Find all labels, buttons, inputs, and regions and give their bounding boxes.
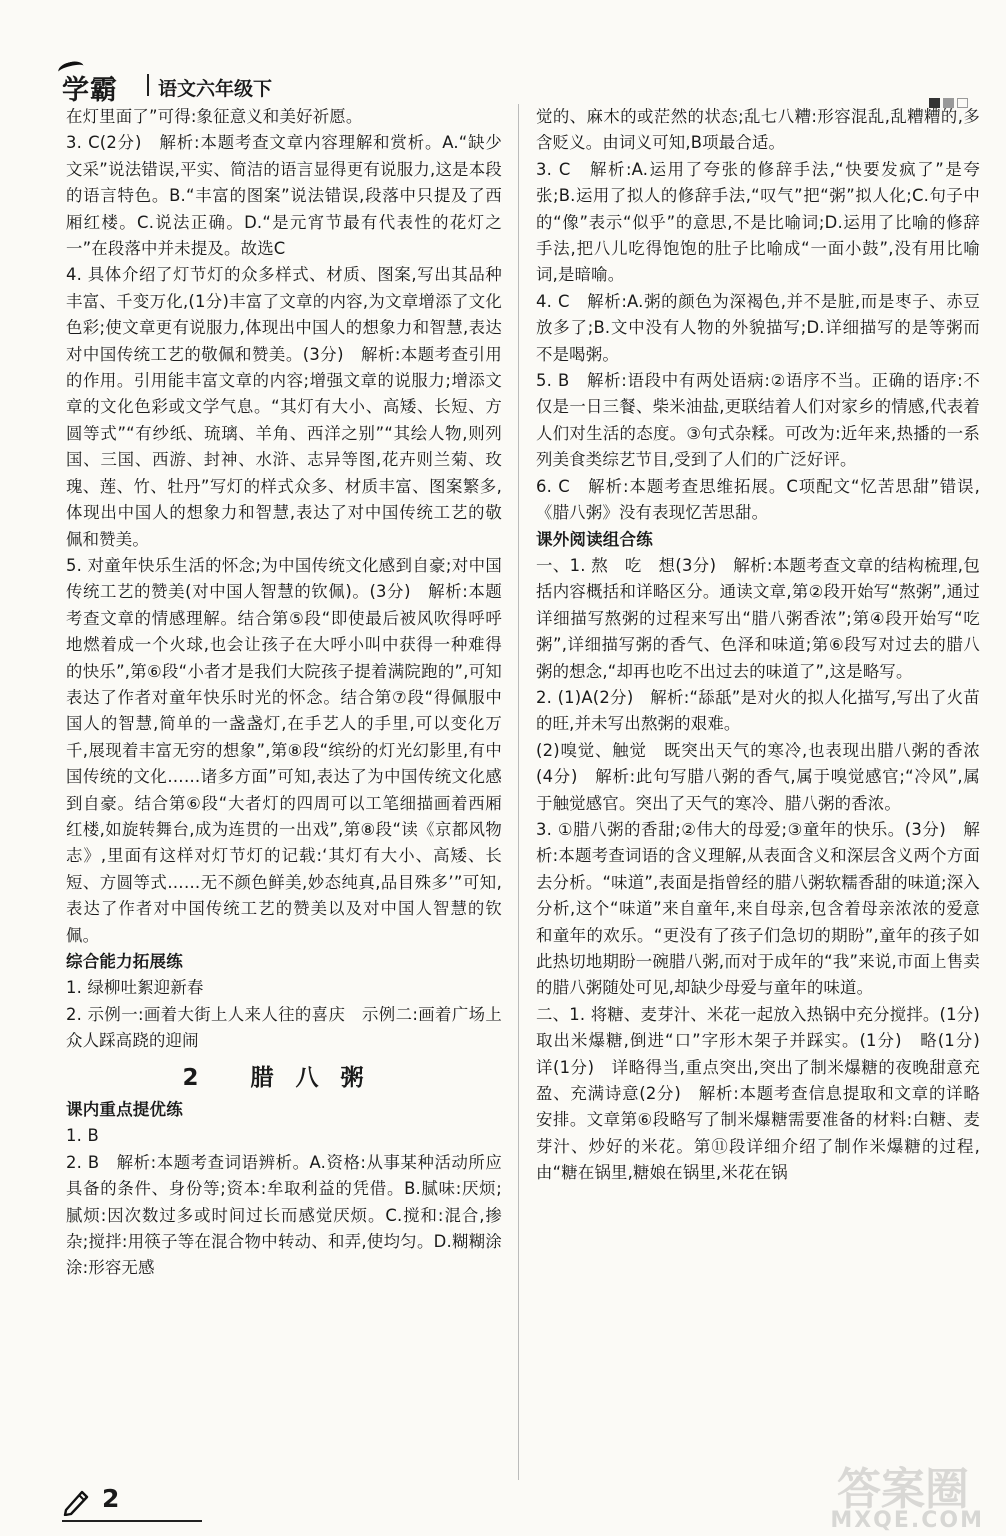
answer-paragraph: 2. (1)A(2分) 解析:“舔舐”是对火的拟人化描写,写出了火苗的旺,并未写出熬粥的艰难。 (536, 687, 980, 734)
book-title: 语文六年级下 (158, 78, 273, 100)
footer-rule (62, 1520, 202, 1522)
answer-paragraph: 3. ①腊八粥的香甜;②伟大的母爱;③童年的快乐。(3分) 解析:本题考查词语的含义理解,从表面含义和深层含义两个方面去分析。“味道”,表面是指曾经的腊八粥软糯香甜的味道;深入分析,这个“味道”来自童年,来自母亲,包含着母亲浓浓的爱意和童年的欢乐。“更没有了孩子们急切的期盼”,童年的孩子如此热切地期盼一碗腊八粥,而对于成年的“我”来说,市面上售卖的腊八粥随处可见,却缺少母爱与童年的味道。 (536, 819, 980, 998)
answer-paragraph: 3. C(2分) 解析:本题考查文章内容理解和赏析。A.“缺少文采”说法错误,平实、简洁的语言显得更有说服力,这是本段的语言特色。B.“丰富的图案”说法错误,段落中只提及了西厢红楼。C.说法正确。D.“是元宵节最有代表性的花灯之一”在段落中并未提及。故选C (66, 133, 502, 259)
page-number: 2 (102, 1484, 120, 1513)
answer-paragraph: 一、1. 熬 吃 想(3分) 解析:本题考查文章的结构梳理,包括内容概括和详略区分。通读文章,第②段开始写“熬粥”,通过详细描写熬粥的过程来写出“腊八粥香浓”;第④段开始写“吃粥”,详细描写粥的香气、色泽和味道;第⑥段写对过去的腊八粥的想念,“却再也吃不出过去的味道了”,这是略写。 (536, 555, 980, 681)
answer-paragraph: 2. 示例一:画着大街上人来人往的喜庆 示例二:画着广场上众人踩高跷的迎闹 (66, 1004, 502, 1051)
page-header (62, 64, 992, 104)
watermark-logo: 答案圈 (837, 1464, 969, 1515)
section-heading: 综合能力拓展练 (66, 952, 183, 971)
lesson-title: 2 腊八粥 (182, 1064, 386, 1091)
answer-paragraph: 觉的、麻木的或茫然的状态;乱七八糟:形容混乱,乱糟糟的,多含贬义。由词义可知,B项最合适。 (536, 107, 980, 153)
column-divider (518, 104, 519, 1480)
answer-paragraph: 二、1. 将糖、麦芽汁、米花一起放入热锅中充分搅拌。(1分) 取出米爆糖,倒进“口”字形木架子并踩实。(1分) 略(1分) 详(1分) 详略得当,重点突出,突出了制米爆糖的夜晚甜意充盈、充满诗意(2分) 解析:本题考查信息提取和文章的详略安排。文章第⑥段略写了制米爆糖需要准备的材料:白糖、麦芽汁、炒好的米花。第⑪段详细介绍了制作米爆糖的过程,由“糖在锅里,糖娘在锅里,米花在锅 (536, 1004, 997, 1183)
answer-paragraph: 1. B (66, 1126, 99, 1146)
right-column (536, 104, 997, 1187)
page-footer (62, 1480, 262, 1524)
answer-paragraph: 4. 具体介绍了灯节灯的众多样式、材质、图案,写出其品种丰富、千变万化,(1分)丰富了文章的内容,为文章增添了文化色彩;使文章更有说服力,体现出中国人的想象力和智慧,表达对中国传统工艺的敬佩和赞美。(3分) 解析:本题考查引用的作用。引用能丰富文章的内容;增强文章的说服力;增添文章的文化色彩或文学气息。“其灯有大小、高矮、长短、方圆等式”“有纱纸、琉璃、羊角、西洋之别”“其绘人物,则列国、三国、西游、封神、水浒、志异等图,花卉则兰菊、玫瑰、莲、竹、牡丹”写灯的样式众多、材质丰富、图案繁多,体现出中国人的想象力和智慧,表达了对中国传统工艺的敬佩和赞美。 (66, 265, 502, 549)
section-heading: 课内重点提优练 (66, 1100, 183, 1120)
watermark-text: MXQE.COM (830, 1508, 984, 1533)
section-heading: 课外阅读组合练 (536, 529, 653, 549)
answer-paragraph: 6. C 解析:本题考查思维拓展。C项配文“忆苦思甜”错误,《腊八粥》没有表现忆苦思甜。 (536, 476, 980, 523)
answer-paragraph: 4. C 解析:A.粥的颜色为深褐色,并不是脏,而是枣子、赤豆放多了;B.文中没有人物的外貌描写;D.详细描写的是等粥而不是喝粥。 (536, 291, 980, 364)
answer-paragraph: 5. B 解析:语段中有两处语病:②语序不当。正确的语序:不仅是一日三餐、柴米油盐,更联结着人们对家乡的情感,代表着人们对生活的态度。③句式杂糅。可改为:近年来,热播的一系列美食类综艺节目,受到了人们的广泛好评。 (536, 371, 980, 470)
answer-paragraph: 5. 对童年快乐生活的怀念;为中国传统文化感到自豪;对中国传统工艺的赞美(对中国人智慧的钦佩)。(3分) 解析:本题考查文章的情感理解。结合第⑤段“即使最后被风吹得呼呼地燃着成一个火球,也会让孩子在大呼小叫中获得一种难得的快乐”,第⑥段“小者才是我们大院孩子提着满院跑的”,可知表达了作者对童年快乐时光的怀念。结合第⑦段“得佩服中国人的智慧,简单的一盏盏灯,在手艺人的手里,可以变化万千,展现着丰富无穷的想象”,第⑧段“缤纷的灯光幻影里,有中国传统的文化……诸多方面”可知,表达了为中国传统文化感到自豪。结合第⑥段“大者灯的四周可以工笔细描画着西厢红楼,如旋转舞台,成为连贯的一出戏”,第⑧段“读《京都风物志》,里面有这样对灯节灯的记载:‘其灯有大小、高矮、长短、方圆等式……无不颜色鲜美,妙态纯真,品目殊多’”可知,表达了作者对中国传统工艺的赞美以及对中国人智慧的钦佩。 (66, 555, 502, 945)
answer-paragraph: (2)嗅觉、触觉 既突出天气的寒冷,也表现出腊八粥的香浓(4分) 解析:此句写腊八粥的香气,属于嗅觉感官;“冷风”,属于触觉感官。突出了天气的寒冷、腊八粥的香浓。 (536, 740, 980, 813)
pencil-icon (62, 1486, 92, 1516)
answer-paragraph: 2. B 解析:本题考查词语辨析。A.资格:从事某种活动所应具备的条件、身份等;资本:牟取利益的凭借。B.腻味:厌烦;腻烦:因次数过多或时间过长而感觉厌烦。C.搅和:混合,掺杂;搅拌:用筷子等在混合物中转动、和弄,使均匀。D.糊糊涂涂:形容无感 (66, 1152, 502, 1278)
left-column (66, 104, 502, 1282)
answer-paragraph: 在灯里面了”可得:象征意义和美好祈愿。 (66, 107, 363, 126)
answer-paragraph: 3. C 解析:A.运用了夸张的修辞手法,“快要发疯了”是夸张;B.运用了拟人的修辞手法,“叹气”把“粥”拟人化;C.句子中的“像”表示“似乎”的意思,不是比喻词;D.运用了比喻的修辞手法,把八儿吃得饱饱的肚子比喻成“一面小鼓”,没有用比喻词,是暗喻。 (536, 159, 980, 285)
answer-paragraph: 1. 绿柳吐絮迎新春 (66, 978, 204, 998)
brand-logo: 学霸 (62, 68, 118, 107)
header-separator (147, 74, 149, 96)
